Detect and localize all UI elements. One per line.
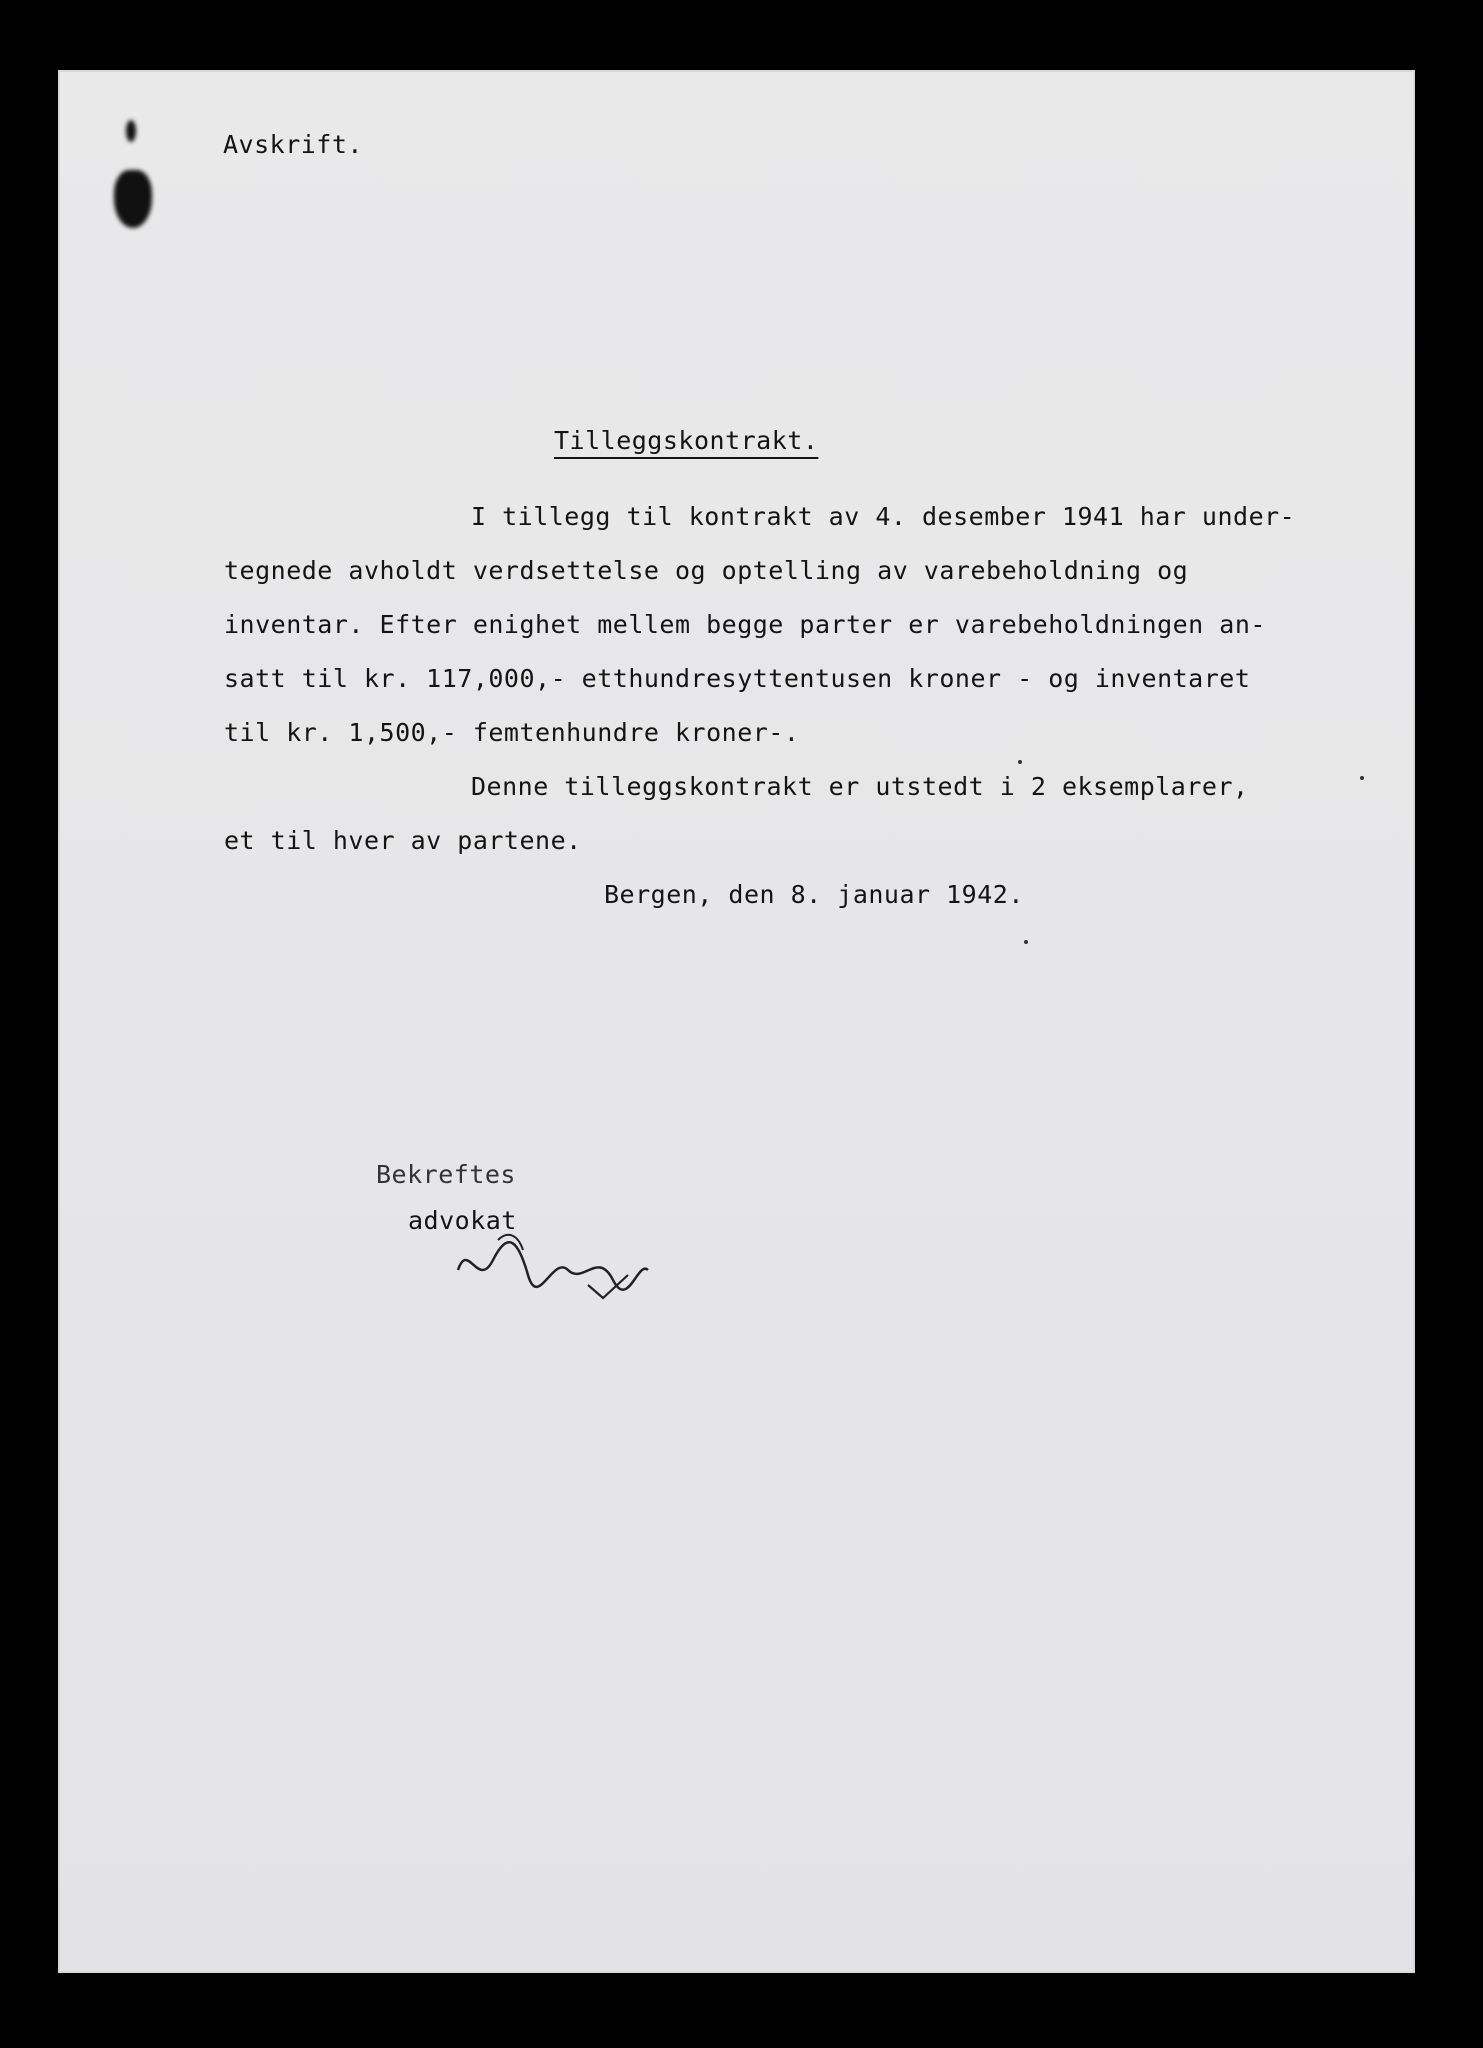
confirmation-label: Bekreftes [376, 1160, 516, 1189]
handwritten-signature [438, 1220, 658, 1310]
body-line-7: et til hver av partene. [224, 826, 582, 855]
body-line-5: til kr. 1,500,- femtenhundre kroner-. [224, 718, 800, 747]
signature-role: advokat [408, 1206, 517, 1235]
body-line-2: tegnede avholdt verdsettelse og optelling av varebeholdning og [224, 556, 1189, 585]
body-line-6: Denne tilleggskontrakt er utstedt i 2 eksemplarer, [471, 772, 1249, 801]
header-label: Avskrift. [223, 130, 363, 159]
paper-speck [1018, 760, 1022, 764]
body-line-3: inventar. Efter enighet mellem begge parter er varebeholdningen an- [224, 610, 1266, 639]
document-title: Tilleggskontrakt. [554, 426, 819, 455]
binder-clip-mark [114, 170, 152, 228]
place-date-line: Bergen, den 8. januar 1942. [604, 880, 1024, 909]
paper-speck [1360, 776, 1364, 780]
paper-speck [1024, 940, 1028, 944]
document-page [58, 70, 1415, 1973]
body-line-4: satt til kr. 117,000,- etthundresyttentusen kroner - og inventaret [224, 664, 1251, 693]
binder-hole-mark [126, 120, 136, 142]
body-line-1: I tillegg til kontrakt av 4. desember 1941 har under- [471, 502, 1296, 531]
